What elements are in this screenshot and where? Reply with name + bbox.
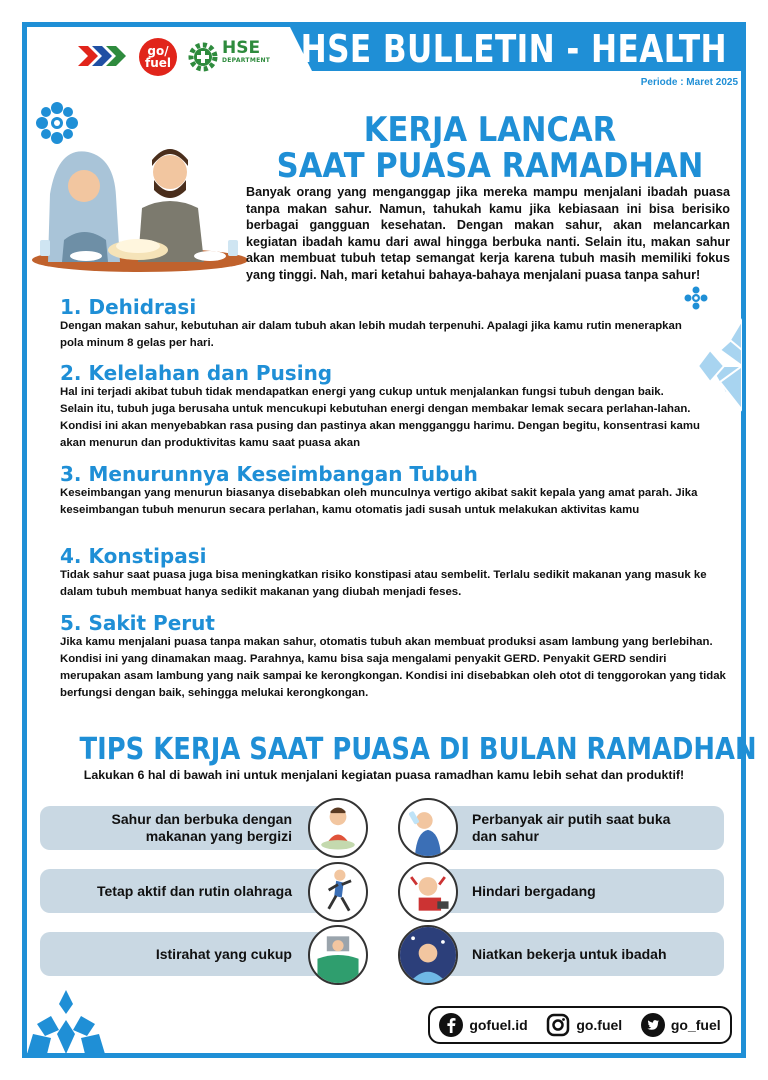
section-body: Jika kamu menjalani puasa tanpa makan sahur, otomatis tubuh akan membuat produksi asam lambung yang berlebihan. Kondisi ini yang dinamakan maag. Parahnya, kamu bisa saja mengalami penyakit GERD. Penyakit GERD sendiri merupakan asam lambung yang naik sampai ke kerongkongan. Kondisi ini disebabkan oleh otot di tenggorokan yang tidak berfungsi dengan baik, sehingga melukai kerongkongan. xyxy=(60,636,726,699)
ramadhan-family-illustration xyxy=(28,132,250,276)
tip-label: Tetap aktif dan rutin olahraga xyxy=(97,882,292,899)
hse-logo-text: HSE DEPARTMENT xyxy=(222,38,271,64)
company-arrows-logo-icon xyxy=(78,40,132,72)
section-kelelahan xyxy=(60,362,700,452)
staying-up-late-icon xyxy=(398,862,458,922)
intro-paragraph: Banyak orang yang menganggap jika mereka mampu menjalani ibadah puasa tanpa makan sahur. Namun, tahukah kamu jika kebiasaan ini bisa berisiko berbagai gangguan kesehatan. Dengan makan sahur, akan melancarkan kegiatan ibadah kamu dari awal hingga berbuka nanti. Selain itu, makan sahur akan membuat tubuh tetap semangat kerja karena tubuh masih memiliki fokus yang tinggi. Nah, mari ketahui bahaya-bahaya menjalani puasa tanpa sahur! xyxy=(246,185,730,282)
main-heading: KERJA LANCAR SAAT PUASA RAMADHAN xyxy=(276,110,704,186)
running-icon xyxy=(308,862,368,922)
section-title: 1. Dehidrasi xyxy=(60,295,197,319)
section-konstipasi xyxy=(60,544,707,601)
section-body: Dengan makan sahur, kebutuhan air dalam tubuh akan lebih mudah terpenuhi. Apalagi jika kamu rutin menerapkan pola minum 8 gelas per hari. xyxy=(60,320,682,349)
section-title: 3. Menurunnya Keseimbangan Tubuh xyxy=(60,462,478,486)
instagram-handle: go.fuel xyxy=(576,1017,623,1033)
section-sakit-perut xyxy=(60,611,726,702)
praying-icon xyxy=(398,925,458,985)
tip-label: Niatkan bekerja untuk ibadah xyxy=(472,945,667,962)
tip-label: Perbanyak air putih saat buka dan sahur xyxy=(472,811,671,844)
twitter-handle: go_fuel xyxy=(670,1017,721,1033)
hse-gear-icon xyxy=(186,40,220,74)
drinking-water-icon xyxy=(398,798,458,858)
instagram-link[interactable] xyxy=(546,1013,622,1037)
periode-label: Periode : Maret 2025 xyxy=(640,77,738,88)
tips-heading: TIPS KERJA SAAT PUASA DI BULAN RAMADHAN xyxy=(79,732,757,767)
tip-item xyxy=(428,869,724,913)
section-keseimbangan xyxy=(60,463,700,519)
section-body: Hal ini terjadi akibat tubuh tidak mendapatkan energi yang cukup untuk menjalankan fungsi tubuh dengan baik. Selain itu, tubuh juga berusaha untuk mencukupi kebutuhan energi dengan membakar lemak secara perlahan-lahan. Kondisi ini akan menyebabkan rasa pusing dan pastinya akan mengganggu harimu. Dengan begitu, konsentrasi kamu akan menurun dan produktivitas kamu saat puasa akan xyxy=(60,386,700,449)
snowflake-bottom-icon xyxy=(27,990,105,1054)
tip-label: Istirahat yang cukup xyxy=(155,945,292,962)
section-body: Tidak sahur saat puasa juga bisa meningkatkan risiko konstipasi atau sembelit. Terlalu sedikit makanan yang masuk ke dalam tubuh membuat hanya sedikit makanan yang diubah menjadi feses. xyxy=(60,569,707,598)
section-title: 2. Kelelahan dan Pusing xyxy=(60,361,333,385)
tip-label: Sahur dan berbuka dengan makanan yang bergizi xyxy=(111,811,292,844)
twitter-icon xyxy=(641,1013,665,1037)
twitter-link[interactable] xyxy=(641,1013,721,1037)
facebook-link[interactable] xyxy=(439,1013,527,1037)
tip-label: Hindari bergadang xyxy=(472,882,596,899)
tip-item xyxy=(40,932,340,976)
tip-item xyxy=(40,806,340,850)
healthy-food-icon xyxy=(308,798,368,858)
tip-item xyxy=(428,932,724,976)
section-title: 5. Sakit Perut xyxy=(60,611,215,635)
section-dehidrasi xyxy=(60,296,700,352)
facebook-icon xyxy=(439,1013,463,1037)
social-media-bar xyxy=(428,1006,732,1044)
tip-item xyxy=(428,806,724,850)
tips-subtitle: Lakukan 6 hal di bawah ini untuk menjalani kegiatan puasa ramadhan kamu lebih sehat dan produktif! xyxy=(83,768,685,782)
gofuel-logo: go/ fuel xyxy=(139,38,177,76)
sleeping-icon xyxy=(308,925,368,985)
instagram-icon xyxy=(546,1013,570,1037)
bulletin-title: HSE BULLETIN - HEALTH xyxy=(312,27,741,71)
section-body: Keseimbangan yang menurun biasanya disebabkan oleh munculnya vertigo akibat sakit kepala yang amat parah. Jika keseimbangan tubuh menurun secara perlahan, kamu otomatis jadi susah untuk melakukan aktivitas kamu xyxy=(60,487,698,516)
section-title: 4. Konstipasi xyxy=(60,544,207,568)
facebook-handle: gofuel.id xyxy=(469,1017,528,1033)
tip-item xyxy=(40,869,340,913)
